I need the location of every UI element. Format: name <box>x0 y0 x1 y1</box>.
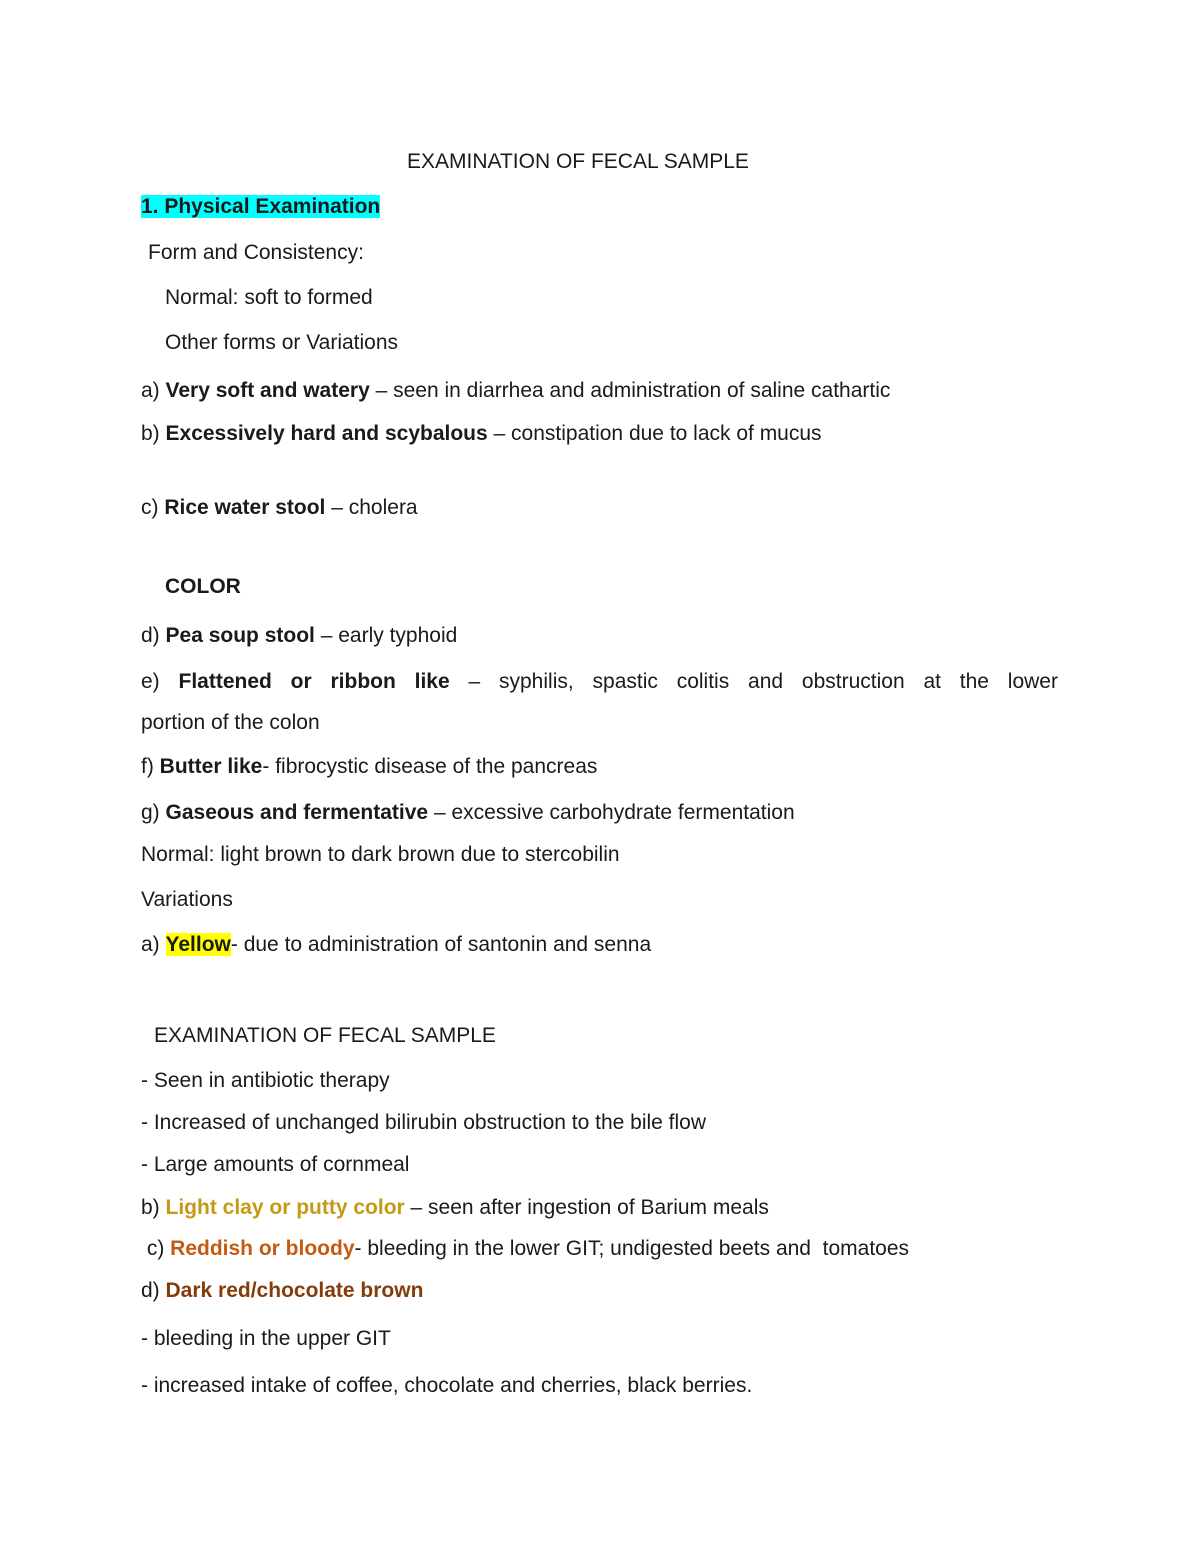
item-prefix: c) <box>141 1237 171 1260</box>
color-heading <box>165 574 241 600</box>
list-item <box>141 932 651 958</box>
item-prefix: a) <box>141 379 166 402</box>
note-line: - increased intake of coffee, chocolate and cherries, black berries. <box>141 1374 753 1397</box>
color-heading-text: COLOR <box>165 575 241 598</box>
item-desc: - bleeding in the lower GIT; undigested beets and tomatoes <box>354 1237 910 1260</box>
item-prefix: d) <box>141 624 166 647</box>
list-item <box>141 495 418 521</box>
item-term: Flattened or ribbon like <box>178 670 450 693</box>
item-term: Excessively hard and scybalous <box>165 422 488 445</box>
item-desc: – seen after ingestion of Barium meals <box>404 1196 769 1219</box>
item-term: Dark red/chocolate brown <box>165 1279 424 1302</box>
variations-label: Variations <box>141 888 233 911</box>
list-item <box>141 378 890 404</box>
item-term: Yellow <box>165 933 231 956</box>
list-item <box>141 1236 909 1262</box>
item-term: Very soft and watery <box>165 379 370 402</box>
item-prefix: c) <box>141 496 165 519</box>
item-term: Butter like <box>159 755 263 778</box>
note-line: - Seen in antibiotic therapy <box>141 1069 390 1092</box>
item-prefix: e) <box>141 670 179 693</box>
section-heading <box>141 194 380 220</box>
item-term: Rice water stool <box>164 496 326 519</box>
item-term: Pea soup stool <box>165 624 315 647</box>
list-item <box>141 623 457 649</box>
item-desc: – cholera <box>325 496 418 519</box>
item-term: Light clay or putty color <box>165 1196 405 1219</box>
item-prefix: g) <box>141 801 166 824</box>
section-heading-text: 1. Physical Examination <box>141 195 381 218</box>
item-desc: – seen in diarrhea and administration of saline cathartic <box>369 379 891 402</box>
item-desc: – early typhoid <box>314 624 458 647</box>
page-title-repeat: EXAMINATION OF FECAL SAMPLE <box>154 1024 496 1047</box>
item-desc: – syphilis, spastic colitis and obstruction at the lower <box>449 670 1058 693</box>
normal-color: Normal: light brown to dark brown due to stercobilin <box>141 843 620 866</box>
item-desc: – excessive carbohydrate fermentation <box>428 801 795 824</box>
list-item <box>141 754 597 780</box>
list-item <box>141 669 1058 695</box>
item-desc: – constipation due to lack of mucus <box>487 422 822 445</box>
item-desc: - fibrocystic disease of the pancreas <box>262 755 598 778</box>
note-line: - Increased of unchanged bilirubin obstruction to the bile flow <box>141 1111 707 1134</box>
item-term: Reddish or bloody <box>170 1237 355 1260</box>
item-desc: - due to administration of santonin and senna <box>230 933 652 956</box>
list-item-continuation: portion of the colon <box>141 711 320 734</box>
list-item <box>141 421 822 447</box>
item-prefix: b) <box>141 422 166 445</box>
list-item <box>141 800 795 826</box>
note-line: - bleeding in the upper GIT <box>141 1327 391 1350</box>
list-item <box>141 1195 769 1221</box>
item-prefix: f) <box>141 755 160 778</box>
item-term: Gaseous and fermentative <box>165 801 429 824</box>
item-prefix: a) <box>141 933 166 956</box>
form-heading: Form and Consistency: <box>148 241 364 264</box>
item-prefix: d) <box>141 1279 166 1302</box>
normal-form: Normal: soft to formed <box>165 286 373 309</box>
note-line: - Large amounts of cornmeal <box>141 1153 410 1176</box>
item-prefix: b) <box>141 1196 166 1219</box>
other-forms: Other forms or Variations <box>165 331 399 354</box>
page-title: EXAMINATION OF FECAL SAMPLE <box>407 150 749 173</box>
list-item <box>141 1278 423 1304</box>
